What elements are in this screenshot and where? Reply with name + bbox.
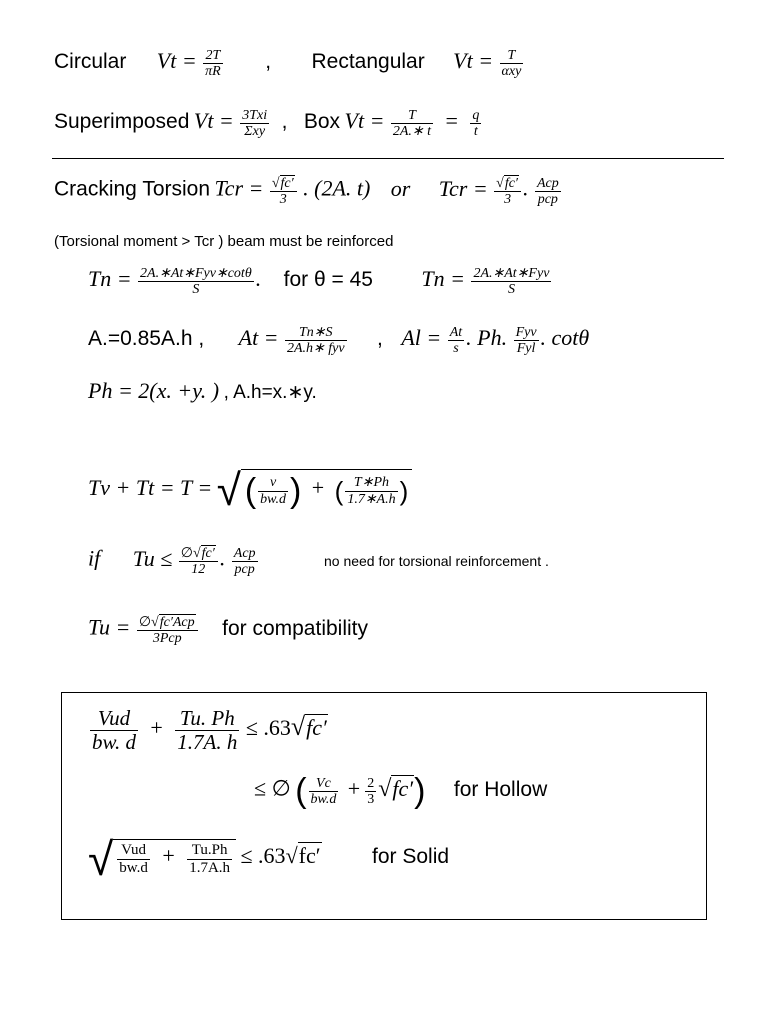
ah-definition: , A.h=x.∗y.: [223, 382, 317, 403]
rectangular-fraction: $\frac{T}{\text{αxy}}$: [501, 48, 522, 80]
sqrt-sign: √fc′: [271, 176, 294, 191]
superimposed-fraction: $\frac{\text{3Txi}}{\text{Σxy}}$: [242, 108, 268, 140]
row-tu-compatibility: [88, 614, 368, 647]
phi-lhs: ≤ ∅: [254, 775, 291, 801]
tuph-17ah-fraction: $\frac{Tu.Ph}{1.7A.h}$: [189, 842, 231, 876]
vud-fraction: $\frac{\text{Vud}}{bw. d}$: [92, 706, 136, 755]
no-reinforcement-note: no need for torsional reinforcement .: [323, 552, 549, 569]
sqrt-sign: √fc′: [192, 546, 215, 561]
row-if-tu: if Tu ≤ $\frac{\emptyset√fc'}{12}$ . $\frac{\text{Acp}}{\text{pcp}}$ no need for torsional reinforcement .: [88, 545, 549, 578]
phi-sqrt-fraction: $\frac{\emptyset√fc'}{12}$: [179, 545, 218, 578]
large-sqrt: √ ( $\frac{v}{bw.d}$ ) + ( $\frac{T∗Ph}{1.7∗A.h}$ ): [217, 466, 413, 516]
large-sqrt: √ $\frac{\text{Vud}}{bw.d}$ + $\frac{Tu.Ph}{1.7A.h}$: [88, 832, 236, 886]
for-solid-label: for Solid: [372, 845, 450, 869]
al-fraction-2: $\frac{\text{Fyv}}{\text{Fyl}}$: [515, 325, 537, 357]
tn-fraction-2: $\frac{\text{2A.∗At∗Fyv}}{S}$: [473, 266, 550, 298]
tuph-fraction: $\frac{Tu. Ph}{1.7A. h}$: [177, 706, 238, 755]
ao-definition: A.=0.85A.h ,: [88, 327, 205, 351]
circular-label: Circular: [54, 50, 127, 74]
row-superimposed-box: [54, 108, 483, 140]
two-thirds-fraction: $\frac{2}{3}$: [367, 775, 375, 807]
acp-pcp-fraction: $\frac{\text{Acp}}{\text{pcp}}$: [536, 175, 559, 207]
tn-fraction-1: $\frac{\text{2A.∗At∗Fyv∗cotθ}}{S}$: [140, 266, 252, 298]
v-over-bwd-fraction: $\frac{v}{bw.d}$: [260, 475, 286, 507]
equals-sign: =: [445, 108, 458, 134]
tcr-fraction-2: $\frac{√fc'}{3}$: [494, 175, 521, 208]
separator-comma: ,: [281, 110, 288, 134]
box-label: Box: [303, 110, 341, 134]
superimposed-lhs: Vt =: [193, 108, 234, 134]
superimposed-label: Superimposed: [54, 110, 190, 134]
tcr-lhs-2: Tcr =: [438, 175, 488, 201]
if-word: if: [88, 545, 101, 571]
compatibility-note: for compatibility: [222, 616, 368, 640]
tcr-tail-1: . (2A. t): [303, 175, 371, 201]
reinforcement-note: (Torsional moment > Tcr ) beam must be reinforced: [54, 233, 394, 250]
sqrt-sign: √fc′: [290, 711, 327, 741]
circular-lhs: Vt =: [156, 48, 197, 74]
rectangular-label: Rectangular: [311, 50, 425, 74]
row-tv-tt: [88, 466, 412, 516]
or-word: or: [390, 175, 411, 201]
box-fraction-2: $\frac{q}{t}$: [472, 108, 480, 140]
theta-45-text: for θ = 45: [283, 268, 373, 292]
tn-lhs-1: Tn =: [88, 266, 132, 292]
box-line-2: ≤ ∅ ( $\frac{Vc}{bw.d}$ + $\frac{2}{3}$ √fc′) for Hollow: [254, 772, 548, 810]
ph-equation: Ph = 2(x. +y. ): [88, 378, 220, 403]
row-at-al: [88, 325, 589, 357]
vc-fraction: $\frac{Vc}{bw.d}$: [310, 775, 337, 807]
sqrt-sign: √fc′: [378, 775, 414, 802]
al-lhs: Al =: [401, 325, 442, 351]
tn-lhs-2: Tn =: [421, 266, 466, 292]
sqrt-sign: √fc′: [285, 843, 321, 869]
row-ph: [88, 378, 317, 404]
sqrt-sign: √fc′: [496, 176, 518, 191]
plus-sign: +: [347, 775, 361, 801]
tu-lhs: Tu =: [88, 614, 131, 640]
box-rhs-3: ≤ .63: [240, 843, 286, 869]
row-circular-rectangular: [54, 48, 525, 80]
separator-comma: ,: [377, 327, 383, 351]
at-lhs: At =: [238, 325, 279, 351]
row-tn: Tn = $\frac{\text{2A.∗At∗Fyv∗cotθ}}{S}$ . for θ = 45 Tn = $\frac{\text{2A.∗At∗Fyv}}{S}$: [88, 266, 550, 298]
box-lhs: Vt =: [344, 108, 385, 134]
al-mid: . Ph.: [466, 325, 508, 351]
box-fraction-1: $\frac{T}{2A.∗ t}$: [392, 108, 432, 140]
tvt-lhs: Tv + Tt = T =: [88, 475, 213, 501]
sqrt-sign: √fc′Acp: [151, 615, 195, 630]
tph-fraction: $\frac{T∗Ph}{1.7∗A.h}$: [347, 475, 396, 507]
plus-sign: +: [162, 843, 175, 869]
plus-sign: +: [150, 714, 163, 740]
tcr-fraction-1: $\frac{√fc'}{3}$: [270, 175, 297, 208]
tcr-lhs-1: Tcr =: [214, 175, 264, 201]
circular-fraction: $\frac{2T}{\pi R}$: [205, 48, 221, 80]
at-fraction: $\frac{Tn∗S}{\text{2A.h∗ fyv}}$: [286, 325, 345, 357]
box-rhs-1: ≤ .63: [245, 714, 291, 740]
box-line-3: [88, 832, 449, 886]
vud-bwd-fraction: $\frac{\text{Vud}}{bw.d}$: [119, 842, 148, 876]
row-cracking-torsion: Cracking Torsion Tcr = $\frac{√fc'}{3}$ . (2A. t) or Tcr = $\frac{√fc'}{3}$ . $\frac{\text{Acp}}{\text{pcp}}$: [54, 175, 559, 208]
al-tail: . cotθ: [540, 325, 590, 351]
al-fraction-1: $\frac{At}{s}$: [449, 325, 463, 357]
horizontal-divider: [52, 158, 724, 159]
tu-fraction: $\frac{\text{∅√fc′Acp}}{\text{3Pcp}}$: [137, 614, 198, 647]
box-line-1: [88, 707, 328, 754]
acp-pcp-fraction: $\frac{\text{Acp}}{\text{pcp}}$: [233, 545, 256, 577]
if-lhs: Tu ≤: [132, 545, 173, 571]
plus-sign: +: [311, 475, 325, 501]
separator-comma: ,: [265, 50, 272, 74]
cracking-torsion-label: Cracking Torsion: [54, 177, 211, 201]
for-hollow-label: for Hollow: [453, 777, 548, 801]
rectangular-lhs: Vt =: [453, 48, 494, 74]
